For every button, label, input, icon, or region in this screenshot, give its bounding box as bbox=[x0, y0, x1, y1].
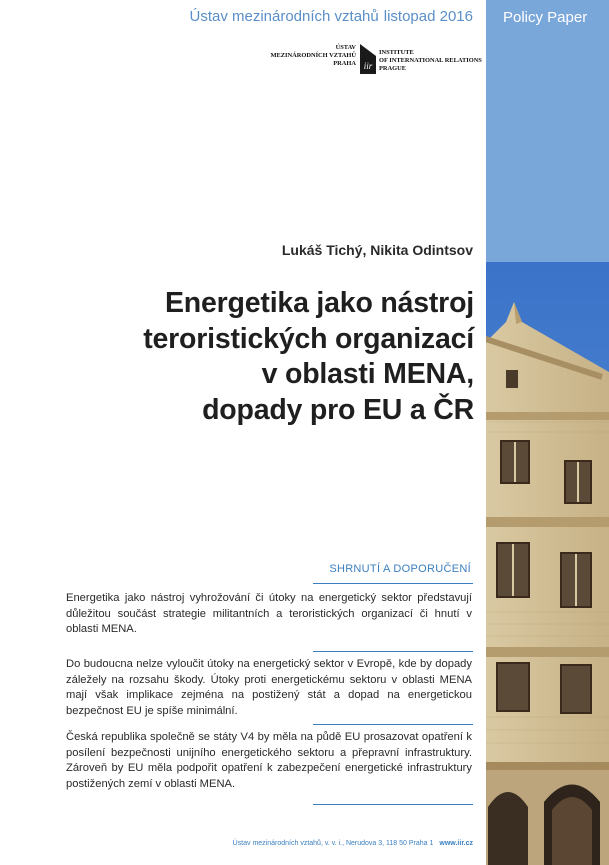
title-line: v oblasti MENA, bbox=[261, 358, 474, 390]
divider bbox=[313, 651, 473, 652]
summary-heading: SHRNUTÍ A DOPORUČENÍ bbox=[329, 563, 471, 575]
publication-date: listopad 2016 bbox=[383, 8, 473, 25]
building-photo bbox=[486, 262, 609, 865]
series-label: Policy Paper bbox=[503, 9, 588, 26]
institute-name: Ústav mezinárodních vztahů bbox=[189, 8, 379, 25]
divider bbox=[313, 724, 473, 725]
svg-text:iir: iir bbox=[363, 61, 373, 71]
summary-paragraph: Do budoucna nelze vyloučit útoky na energetický sektor v Evropě, kde by dopady záležely na rozsahu škody. Útoky proti energetickému sektoru v oblasti MENA mají však implikace zejména na postižený stát a dopad na energetickou bezpečnost EU je spíše minimální. bbox=[66, 658, 472, 717]
iir-logo-mark bbox=[359, 44, 377, 74]
paper-title bbox=[60, 286, 474, 428]
footer-address: Ústav mezinárodních vztahů, v. v. i., Nerudova 3, 118 50 Praha 1 bbox=[232, 840, 434, 847]
summary-paragraph: Česká republika společně se státy V4 by měla na půdě EU prosazovat opatření k posílení bezpečnosti unijního energetického sektoru a přepravní infrastruktury. Zároveň by EU měla podpořit opatření k zabezpečení energetické infrastruktury postižených zemí v oblasti MENA. bbox=[66, 731, 472, 790]
title-line: dopady pro EU a ČR bbox=[202, 393, 474, 426]
divider bbox=[313, 804, 473, 805]
divider bbox=[313, 583, 473, 584]
logo-right-text: INSTITUTE OF INTERNATIONAL RELATIONS PRAGUE bbox=[379, 49, 482, 72]
authors: Lukáš Tichý, Nikita Odintsov bbox=[281, 242, 473, 258]
header-line bbox=[0, 8, 473, 25]
title-line: Energetika jako nástroj bbox=[164, 287, 474, 319]
footer bbox=[233, 840, 473, 847]
institute-logo bbox=[262, 44, 482, 78]
summary-paragraph: Energetika jako nástroj vyhrožování či útoky na energetický sektor představují důležitou součást strategie militantních a teroristických organizací či hnutí v oblasti MENA. bbox=[66, 592, 472, 636]
blue-side-panel bbox=[486, 0, 609, 262]
footer-website-link[interactable]: www.iir.cz bbox=[439, 840, 473, 847]
title-line: teroristických organizací bbox=[143, 322, 474, 355]
logo-left-text: ÚSTAV MEZINÁRODNÍCH VZTAHŮ PRAHA bbox=[270, 44, 356, 67]
